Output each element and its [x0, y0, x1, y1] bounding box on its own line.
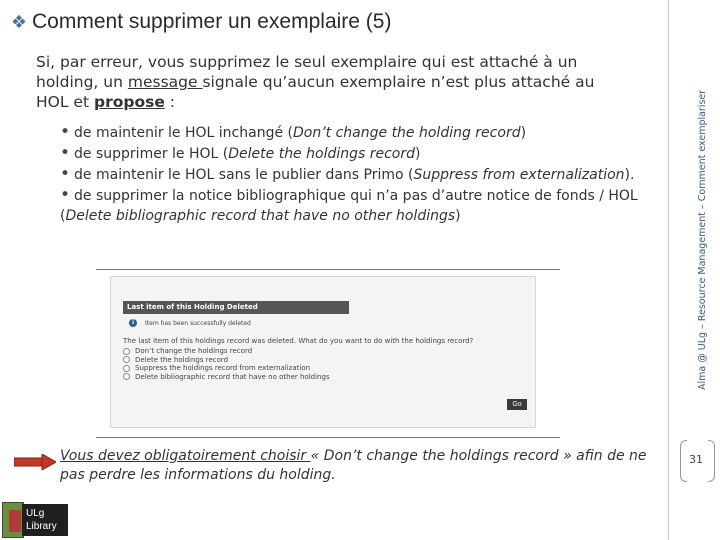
option-item: • de supprimer la notice bibliographique qui n’a pas d’autre notice de fonds / HOL (Delete bibliographic record that have no other holdings) [60, 185, 638, 224]
warning-note [60, 447, 654, 485]
bullet-dot-icon: • [60, 185, 71, 205]
intro-text-2: signale qu’aucun exemplaire n’est plus attaché au HOL et [36, 73, 595, 111]
logo-line-1: ULg [26, 508, 45, 519]
divider-bottom [96, 437, 560, 438]
title-row [6, 8, 391, 36]
dialog-info-text: Item has been successfully deleted [145, 319, 251, 327]
options-list [60, 122, 650, 226]
intro-link-propose: propose [93, 93, 165, 111]
option-item: • de supprimer le HOL (Delete the holdings record) [60, 143, 421, 163]
slide-title: Comment supprimer un exemplaire (5) [32, 10, 392, 33]
bullet-dot-icon: • [60, 122, 71, 142]
go-button[interactable]: Go [507, 399, 527, 410]
intro-link-message: message [127, 73, 203, 91]
bullet-dot-icon: • [60, 164, 71, 184]
note-link: Vous devez obligatoirement choisir [60, 448, 311, 464]
page-number: 31 [689, 453, 703, 466]
radio-option-suppress[interactable]: Suppress the holdings record from externalization [123, 364, 330, 373]
intro-paragraph [36, 52, 626, 112]
info-icon: i [129, 319, 137, 327]
radio-option-delete-holdings[interactable]: Delete the holdings record [123, 356, 330, 365]
note-text: « Don’t change the holdings record » afin de ne pas perdre les informations du holding. [60, 448, 647, 483]
sidebar-vertical-text: Alma @ ULg – Resource Management – Comment exemplariser [697, 89, 708, 390]
radio-option-dont-change[interactable]: Don’t change the holdings record [123, 347, 330, 356]
ulg-library-logo [0, 498, 70, 540]
radio-option-delete-bib[interactable]: Delete bibliographic record that have no other holdings [123, 373, 330, 382]
dialog-radio-group [123, 347, 330, 381]
red-arrow-icon [14, 454, 56, 470]
radio-icon[interactable] [123, 373, 130, 380]
bullet-dot-icon: • [60, 143, 71, 163]
radio-icon[interactable] [123, 348, 130, 355]
intro-text-1: Si, par erreur, vous supprimez le seul exemplaire qui est attaché à un holding, un [36, 53, 578, 91]
radio-icon[interactable] [123, 356, 130, 363]
diamond-bullet-icon: ❖ [10, 11, 28, 33]
radio-icon[interactable] [123, 365, 130, 372]
divider-top [96, 269, 560, 270]
intro-text-3: : [164, 93, 175, 111]
logo-line-2: Library [26, 521, 57, 532]
dialog-header: Last item of this Holding Deleted [123, 301, 349, 314]
dialog-question: The last item of this holdings record was deleted. What do you want to do with the holdings record? [123, 337, 474, 345]
option-item: • de maintenir le HOL sans le publier dans Primo (Suppress from externalization). [60, 164, 635, 184]
dialog-info [129, 319, 251, 327]
screenshot-dialog [110, 276, 536, 428]
option-item: • de maintenir le HOL inchangé (Don’t change the holding record) [60, 122, 527, 142]
